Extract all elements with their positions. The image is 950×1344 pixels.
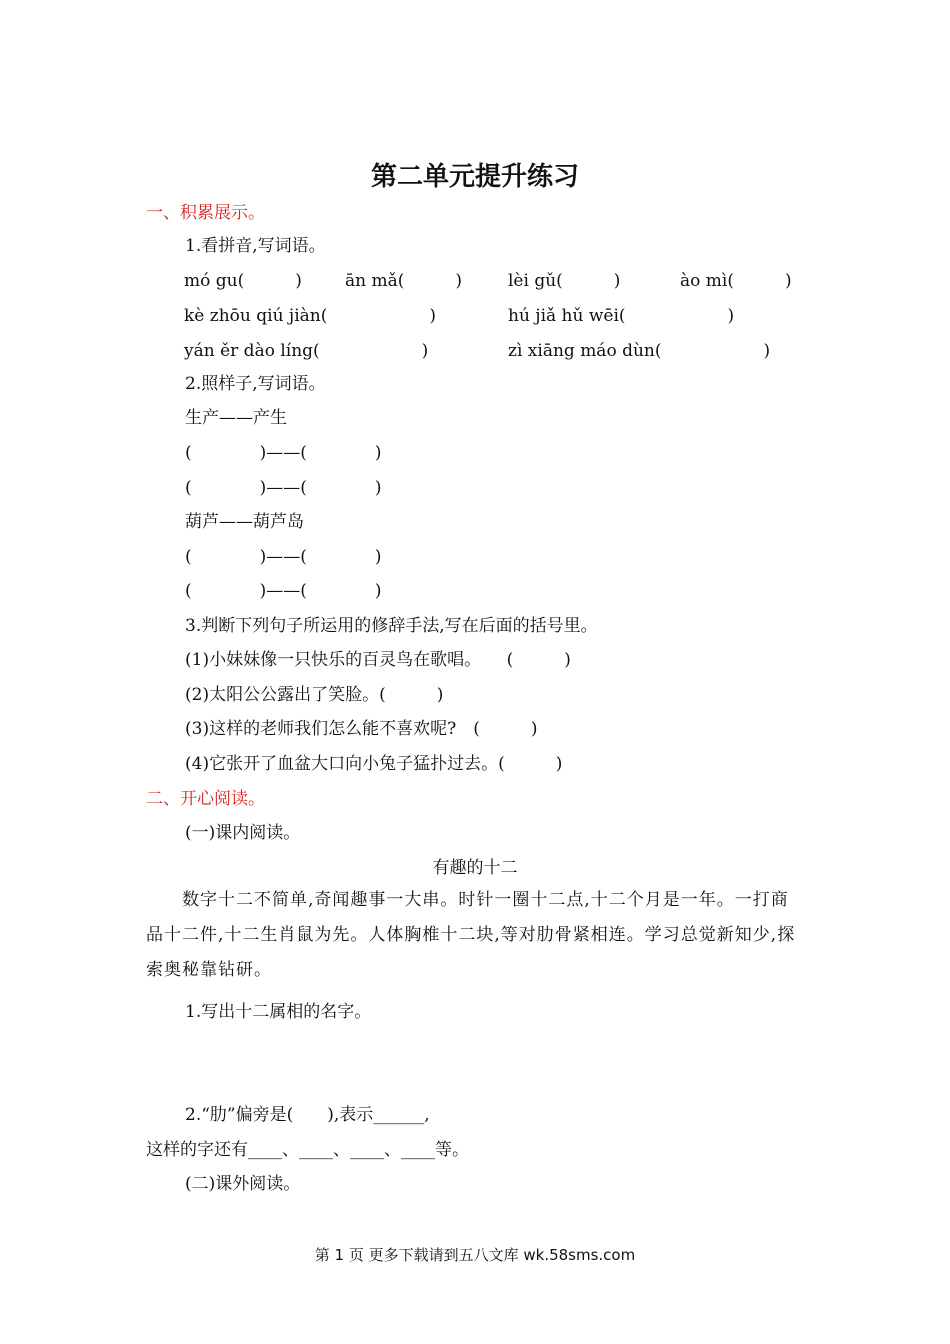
q2-blank-row: ( )——( ) — [185, 478, 382, 498]
q2-blank-row: ( )——( ) — [185, 547, 382, 567]
q3-sentence-1: (1)小妹妹像一只快乐的百灵鸟在歌唱。 ( ) — [185, 650, 571, 670]
pinyin-item: zì xiāng máo dùn( ) — [508, 341, 771, 361]
poem-title: 有趣的十二 — [432, 858, 518, 878]
pinyin-item: mó gu( ) — [184, 271, 302, 291]
part-2-label: (二)课外阅读。 — [185, 1174, 301, 1194]
reading-q2-line-2: 这样的字还有____、____、____、____等。 — [146, 1140, 469, 1160]
pinyin-item: ào mì( ) — [680, 271, 792, 291]
q1-label: 1.看拼音,写词语。 — [185, 236, 326, 256]
pinyin-item: kè zhōu qiú jiàn( ) — [184, 306, 436, 326]
poem-text: 数字十二不简单,奇闻趣事一大串。时针一圈十二点,十二个月是一年。一打商品十二件,十二生肖鼠为先。人体胸椎十二块,等对肋骨紧相连。学习总觉新知少,探索奥秘靠钻研。 — [146, 890, 796, 980]
pinyin-item: ān mǎ( ) — [345, 271, 463, 291]
q2-example-2: 葫芦——葫芦岛 — [185, 512, 304, 532]
q3-label: 3.判断下列句子所运用的修辞手法,写在后面的括号里。 — [185, 616, 598, 636]
q2-label: 2.照样子,写词语。 — [185, 374, 326, 394]
q2-blank-row: ( )——( ) — [185, 581, 382, 601]
q3-sentence-3: (3)这样的老师我们怎么能不喜欢呢? ( ) — [185, 719, 538, 739]
pinyin-item: yán ěr dào líng( ) — [184, 341, 429, 361]
q2-blank-row: ( )——( ) — [185, 443, 382, 463]
pinyin-item: hú jiǎ hǔ wēi( ) — [508, 306, 735, 326]
reading-q1: 1.写出十二属相的名字。 — [185, 1002, 372, 1022]
q3-sentence-4: (4)它张开了血盆大口向小兔子猛扑过去。( ) — [185, 754, 563, 774]
q2-example-1: 生产——产生 — [185, 408, 287, 428]
page-title: 第二单元提升练习 — [370, 162, 579, 192]
section-1-heading: 一、积累展示。 — [146, 203, 265, 223]
part-1-label: (一)课内阅读。 — [185, 823, 301, 843]
pinyin-item: lèi gǔ( ) — [508, 271, 621, 291]
section-2-heading: 二、开心阅读。 — [146, 789, 265, 809]
reading-q2-line-1: 2.“肋”偏旁是( ),表示______, — [185, 1105, 430, 1125]
page-footer: 第 1 页 更多下载请到五八文库 wk.58sms.com — [314, 1246, 636, 1264]
q3-sentence-2: (2)太阳公公露出了笑脸。( ) — [185, 685, 444, 705]
